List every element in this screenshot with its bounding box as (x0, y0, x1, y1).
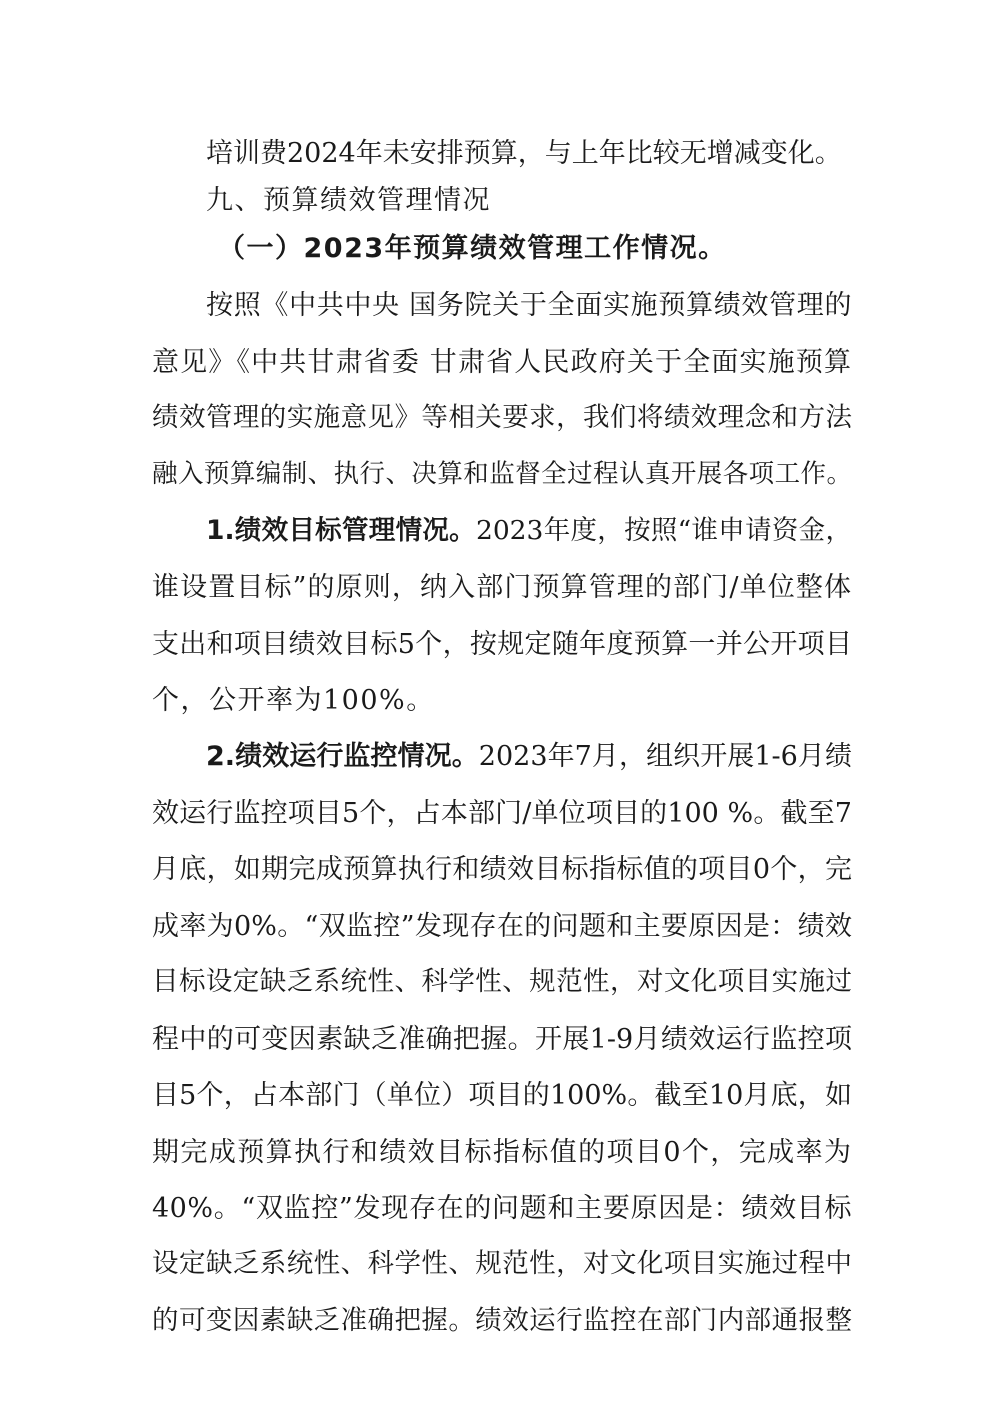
item-lead: 1.绩效目标管理情况。 (206, 515, 476, 546)
text-line: 支出和项目绩效目标5个，按规定随年度预算一并公开项目 (152, 629, 852, 660)
paragraph-line (152, 1305, 852, 1336)
paragraph-line (152, 687, 852, 714)
text-line: 按照《中共中央 国务院关于全面实施预算绩效管理的 (206, 290, 852, 321)
section-heading-9 (206, 187, 852, 214)
text-line: 目5个，占本部门（单位）项目的100%。截至10月底，如 (152, 1080, 852, 1111)
paragraph-line (152, 1139, 852, 1166)
subsection-heading-1 (218, 235, 852, 262)
paragraph-line (152, 574, 852, 601)
text-line: 40%。“双监控”发现存在的问题和主要原因是：绩效目标 (152, 1193, 852, 1224)
text-line: 目标设定缺乏系统性、科学性、规范性，对文化项目实施过 (152, 966, 852, 997)
paragraph-line (152, 856, 852, 883)
text-line: 的可变因素缺乏准确把握。绩效运行监控在部门内部通报整 (152, 1305, 852, 1336)
text-line: 效运行监控项目5个，占本部门/单位项目的100 %。截至7 (152, 798, 852, 829)
heading-text: （一）2023年预算绩效管理工作情况。 (218, 233, 727, 264)
paragraph-line (152, 631, 852, 658)
text-line: 程中的可变因素缺乏准确把握。开展1-9月绩效运行监控项 (152, 1024, 852, 1055)
text-line: 2023年度，按照“谁申请资金， (475, 515, 852, 546)
paragraph-line (152, 1195, 852, 1222)
paragraph-line (152, 1082, 852, 1109)
text-line: 月底，如期完成预算执行和绩效目标指标值的项目0个，完 (152, 854, 852, 885)
paragraph-training-fee (206, 140, 852, 167)
text-line: 融入预算编制、执行、决算和监督全过程认真开展各项工作。 (152, 459, 852, 489)
paragraph-line (152, 349, 852, 376)
text-line: 绩效管理的实施意见》等相关要求，我们将绩效理念和方法 (152, 402, 852, 433)
text-line: 谁设置目标”的原则，纳入部门预算管理的部门/单位整体 (152, 572, 852, 603)
heading-text: 九、预算绩效管理情况 (206, 185, 491, 216)
text-line: 设定缺乏系统性、科学性、规范性，对文化项目实施过程中 (152, 1248, 852, 1279)
paragraph-line (152, 800, 852, 827)
text-line: 2023年7月，组织开展1-6月绩 (478, 741, 852, 772)
paragraph-line (152, 913, 852, 940)
paragraph-line (152, 459, 852, 489)
text-line: 成率为0%。“双监控”发现存在的问题和主要原因是：绩效 (152, 911, 852, 942)
paragraph-line (152, 1248, 852, 1279)
paragraph-line (152, 402, 852, 433)
paragraph-line (206, 743, 852, 770)
paragraph-line (152, 1026, 852, 1053)
text-line: 个，公开率为100%。 (152, 685, 435, 716)
text-line: 意见》《中共甘肃省委 甘肃省人民政府关于全面实施预算 (152, 347, 852, 378)
item-lead: 2.绩效运行监控情况。 (206, 741, 479, 772)
paragraph-line (206, 515, 852, 546)
text-line: 期完成预算执行和绩效目标指标值的项目0个，完成率为 (152, 1137, 852, 1168)
paragraph-line (206, 292, 852, 319)
paragraph-line (152, 966, 852, 997)
text-line: 培训费2024年未安排预算，与上年比较无增减变化。 (206, 138, 842, 169)
